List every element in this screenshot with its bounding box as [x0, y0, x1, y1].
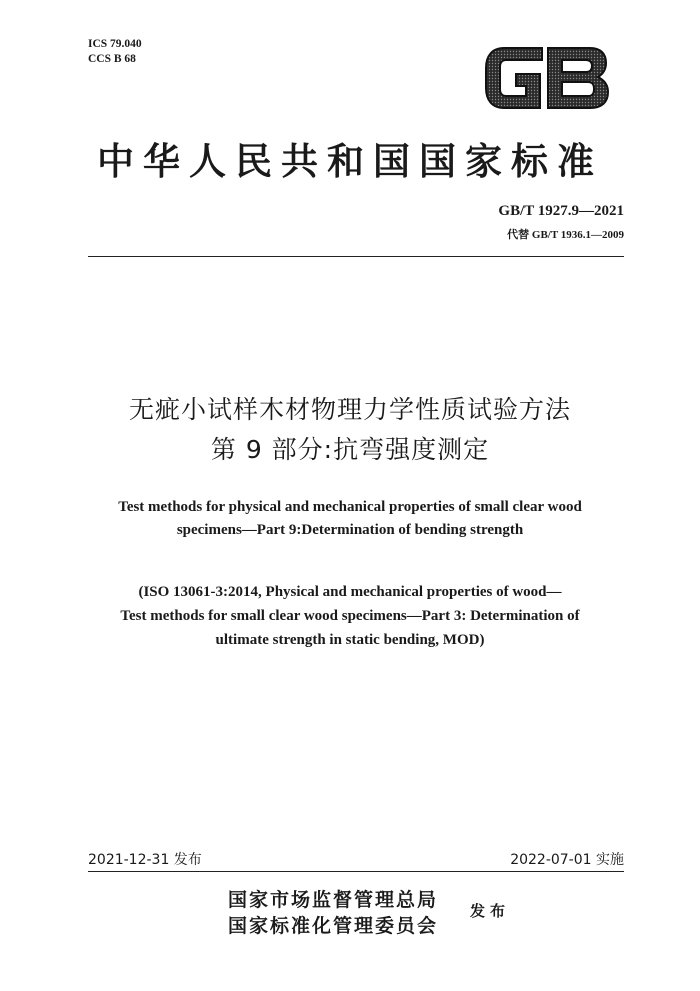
ccs-code: CCS B 68 — [88, 53, 136, 65]
iso-reference-line-2: Test methods for small clear wood specimens—Part 3: Determination of — [120, 608, 580, 624]
replaced-standard: 代替 GB/T 1936.1—2009 — [507, 229, 624, 241]
chinese-title-line-2: 第 9 部分:抗弯强度测定 — [210, 435, 490, 464]
english-title — [60, 496, 640, 542]
issuing-body-title: 中华人民共和国国家标准 — [97, 139, 603, 183]
standard-number: GB/T 1927.9—2021 — [498, 203, 624, 219]
classification-codes — [88, 37, 142, 67]
issuing-authorities — [228, 887, 438, 939]
issue-label: 发布 — [470, 902, 511, 920]
issuer-samr: 国家市场监督管理总局 — [228, 889, 439, 911]
header-divider — [88, 256, 624, 257]
english-title-line-2: specimens—Part 9:Determination of bending strength — [176, 522, 524, 538]
footer-divider — [88, 871, 624, 872]
gb-logo-icon — [482, 44, 612, 112]
chinese-title — [0, 390, 700, 470]
issue-date: 2021-12-31 发布 — [88, 852, 202, 868]
ics-code: ICS 79.040 — [88, 38, 142, 50]
iso-reference — [40, 580, 660, 652]
issuer-sac: 国家标准化管理委员会 — [228, 915, 439, 937]
iso-reference-line-3: ultimate strength in static bending, MOD) — [215, 632, 485, 648]
chinese-title-line-1: 无疵小试样木材物理力学性质试验方法 — [128, 395, 571, 424]
iso-reference-line-1: (ISO 13061-3:2014, Physical and mechanical properties of wood— — [138, 584, 562, 600]
implementation-date: 2022-07-01 实施 — [510, 852, 624, 868]
english-title-line-1: Test methods for physical and mechanical properties of small clear wood — [118, 499, 582, 515]
